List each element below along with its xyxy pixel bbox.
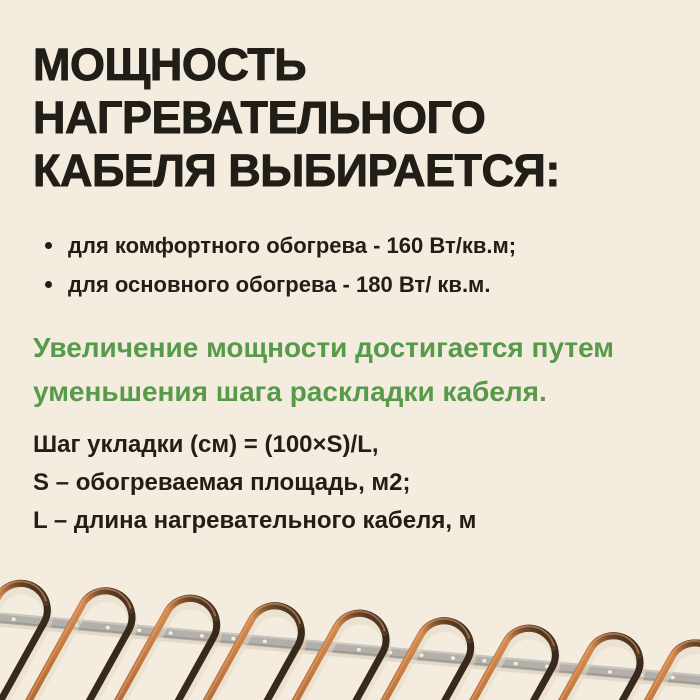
title-line-1: МОЩНОСТЬ [33,39,307,90]
list-item [33,265,516,304]
bullet-dot-icon [45,242,52,249]
heating-cable-mat-photo [0,525,700,700]
title-line-2: НАГРЕВАТЕЛЬНОГО [33,92,486,143]
cable-loop [0,572,61,700]
bullet-text-main: для основного обогрева - 180 Вт/ кв.м. [68,272,491,297]
formula-block [33,426,476,540]
list-item [33,226,516,265]
bullet-dot-icon [45,281,52,288]
highlight-line-2: уменьшения шага раскладки кабеля. [33,376,547,407]
highlight-note [33,326,614,414]
bullet-list [33,226,516,304]
page-title [33,38,560,197]
bullet-text-comfort: для комфортного обогрева - 160 Вт/кв.м; [68,233,517,258]
cable-loop [88,587,231,700]
formula-line-area: S – обогреваемая площадь, м2; [33,469,411,496]
highlight-line-1: Увеличение мощности достигается путем [33,332,614,363]
title-line-3: КАБЕЛЯ ВЫБИРАЕТСЯ: [33,145,560,196]
formula-line-length: L – длина нагревательного кабеля, м [33,507,477,534]
cable-mat-group [0,565,700,700]
formula-line-step: Шаг укладки (см) = (100×S)/L, [33,431,379,458]
